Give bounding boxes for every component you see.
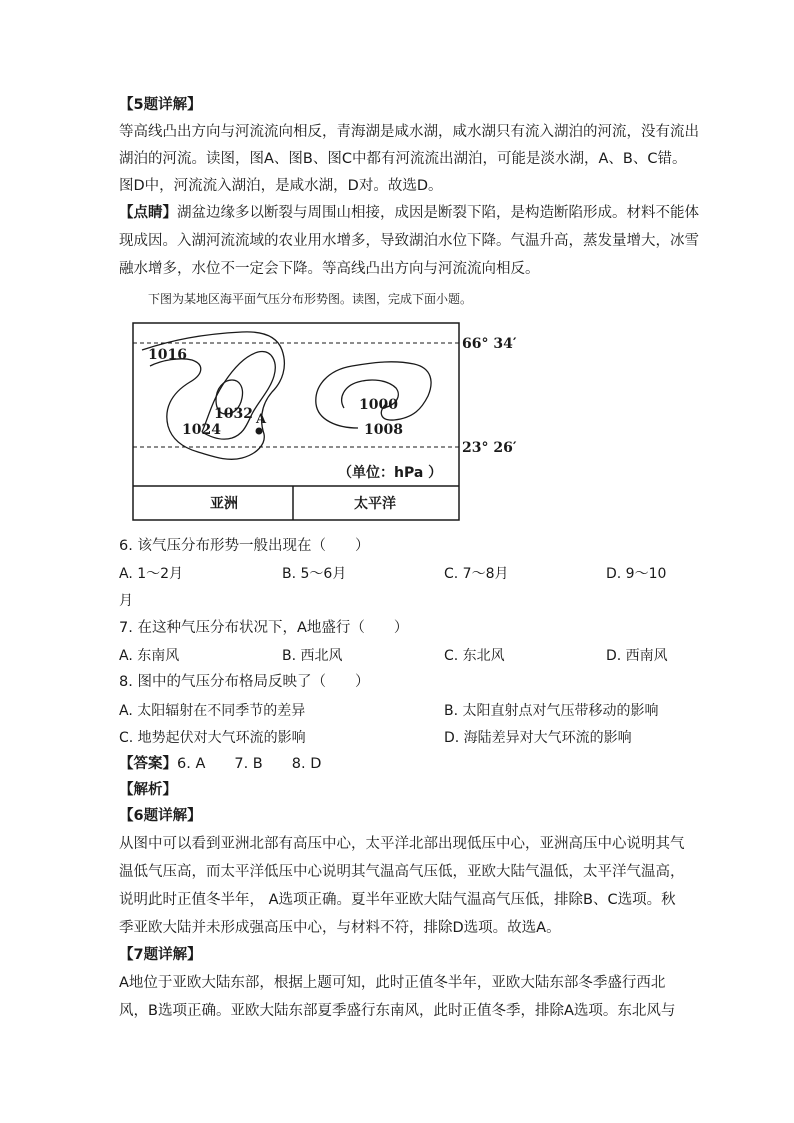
q7-stem: 7. 在这种气压分布状况下，A地盛行（ ） <box>119 620 409 636</box>
isobar-1008-line <box>316 362 431 428</box>
point-a-label: A <box>256 412 267 427</box>
region-asia-label: 亚洲 <box>210 496 238 512</box>
dianjing-tag: 【点睛】 <box>119 205 177 221</box>
q6-stem: 6. 该气压分布形势一般出现在（ ） <box>119 538 370 554</box>
isobar-1032-label: 1032 <box>214 406 253 422</box>
answer-text: 6. A 7. B 8. D <box>177 756 322 772</box>
q7-option-a: A. 东南风 <box>119 648 180 664</box>
section6-line-3: 说明此时正值冬半年， A选项正确。夏半年亚欧大陆气温高气压低，排除B、C选项。秋 <box>119 892 676 908</box>
q6-option-b: B. 5～6月 <box>282 566 347 582</box>
unit-label: （单位：hPa ） <box>338 465 443 481</box>
isobar-1016-label: 1016 <box>148 347 187 363</box>
section6-line-4: 季亚欧大陆并未形成强高压中心，与材料不符，排除D选项。故选A。 <box>119 920 561 936</box>
section6-line-1: 从图中可以看到亚洲北部有高压中心，太平洋北部出现低压中心，亚洲高压中心说明其气 <box>119 836 685 852</box>
q8-option-a: A. 太阳辐射在不同季节的差异 <box>119 703 306 719</box>
answer-tag: 【答案】 <box>119 756 177 772</box>
region-pacific-label: 太平洋 <box>354 496 396 512</box>
section6-line-2: 温低气压高，而太平洋低压中心说明其气温高气压低，亚欧大陆气温低，太平洋气温高， <box>119 864 685 880</box>
q7-option-b: B. 西北风 <box>282 648 343 664</box>
q6-option-d: D. 9～10 <box>606 566 667 582</box>
section5-line-3: 图D中，河流流入湖泊，是咸水湖，D对。故选D。 <box>119 178 443 194</box>
q8-stem: 8. 图中的气压分布格局反映了（ ） <box>119 674 370 690</box>
point-a-dot <box>256 428 263 435</box>
section5-line-2: 湖泊的河流。读图，图A、图B、图C中都有河流流出湖泊，可能是淡水湖，A、B、C错。 <box>119 151 687 167</box>
q6-option-d-wrap: 月 <box>119 593 133 609</box>
q7-option-c: C. 东北风 <box>444 648 505 664</box>
pressure-map <box>132 322 532 526</box>
map-intro: 下图为某地区海平面气压分布形势图。读图，完成下面小题。 <box>148 292 473 306</box>
q7-option-d: D. 西南风 <box>606 648 668 664</box>
section5-line-1: 等高线凸出方向与河流流向相反，青海湖是咸水湖，咸水湖只有流入湖泊的河流，没有流出 <box>119 124 699 140</box>
pressure-map-svg <box>132 322 532 522</box>
q8-option-d: D. 海陆差异对大气环流的影响 <box>444 730 632 746</box>
dianjing-line-1 <box>119 203 699 223</box>
isobar-1000-label: 1000 <box>359 397 398 413</box>
dianjing-text-1: 湖盆边缘多以断裂与周围山相接，成因是断裂下陷，是构造断陷形成。材料不能体 <box>177 205 699 221</box>
section7-header: 【7题详解】 <box>119 947 202 963</box>
section6-header: 【6题详解】 <box>119 808 202 824</box>
dianjing-line-3: 融水增多，水位不一定会下降。等高线凸出方向与河流流向相反。 <box>119 261 540 277</box>
q6-option-c: C. 7～8月 <box>444 566 509 582</box>
latitude-top-label: 66° 34′ <box>462 336 517 352</box>
isobar-1024-label: 1024 <box>182 422 221 438</box>
isobar-1008-label: 1008 <box>364 422 403 438</box>
q8-option-b: B. 太阳直射点对气压带移动的影响 <box>444 703 659 719</box>
latitude-bottom-label: 23° 26′ <box>462 440 517 456</box>
q8-option-c: C. 地势起伏对大气环流的影响 <box>119 730 306 746</box>
section7-line-1: A地位于亚欧大陆东部，根据上题可知，此时正值冬半年，亚欧大陆东部冬季盛行西北 <box>119 975 666 991</box>
q6-option-a: A. 1～2月 <box>119 566 184 582</box>
answer-line <box>119 754 321 774</box>
analysis-tag: 【解析】 <box>119 782 177 798</box>
section5-header: 【5题详解】 <box>119 97 202 113</box>
section7-line-2: 风，B选项正确。亚欧大陆东部夏季盛行东南风，此时正值冬季，排除A选项。东北风与 <box>119 1003 676 1019</box>
dianjing-line-2: 现成因。入湖河流流域的农业用水增多，导致湖泊水位下降。气温升高，蒸发量增大，冰雪 <box>119 233 699 249</box>
